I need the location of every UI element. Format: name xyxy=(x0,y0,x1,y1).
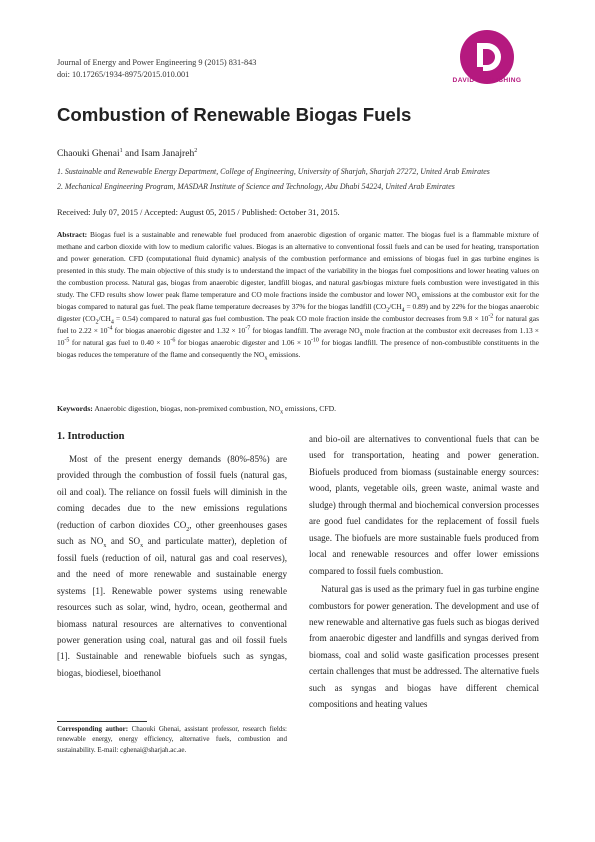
abstract-text: = 0.54) compared to natural gas fuel combustion. The peak CO mole fraction inside the combustor decreases from 9.8 × 10 xyxy=(113,314,489,324)
subscript: x xyxy=(280,409,284,416)
subscript: x xyxy=(140,543,144,550)
author-separator: and xyxy=(122,148,142,159)
subscript: 4 xyxy=(401,307,405,314)
abstract-text: /CH xyxy=(389,302,402,312)
publication-dates: Received: July 07, 2015 / Accepted: August 05, 2015 / Published: October 31, 2015. xyxy=(57,208,340,217)
body-text: Most of the present energy demands (80%-85%) are provided through the combustion of fossil fuels (natural gas, oil and coal). The reliance on fossil fuels will diminish in the coming decades due to the new emissions regulations (reduction of carbon dioxides CO xyxy=(57,454,287,530)
affiliation: 2. Mechanical Engineering Program, MASDAR Institute of Science and Technology, Abu Dhabi 54224, United Arab Emirates xyxy=(57,182,455,191)
subscript: x xyxy=(416,295,420,302)
subscript: x xyxy=(359,331,363,338)
footnote-text: Chaouki Ghenai, assistant professor, research fields: renewable energy, energy efficiency, alternative fuels, combustion and sustainability. E-mail: cghenai@sharjah.ac.ae. xyxy=(57,725,287,754)
author-affiliation-mark: 2 xyxy=(194,147,198,154)
abstract xyxy=(57,229,539,362)
journal-line: Journal of Energy and Power Engineering 9 (2015) 831-843 xyxy=(57,58,257,67)
abstract-text: mole fraction at the combustor exit decreases from 1.13 × 10 xyxy=(57,326,539,348)
abstract-text: emissions. xyxy=(267,350,301,360)
doi-line: doi: 10.17265/1934-8975/2015.010.001 xyxy=(57,69,190,79)
paper-title: Combustion of Renewable Biogas Fuels xyxy=(57,104,412,125)
body-text: , other greenhouses gases such as NO xyxy=(57,519,287,547)
abstract-text: /CH xyxy=(98,314,111,324)
body-text: and particulate matter), depletion of fossil fuels (reduction of oil, natural gas and coal reserves), and the need of more renewable and sustainable energy systems [1]. Renewable power systems using renewable resources such as solar, wind, hydro, ocean, geothermal and biomass natural resources are alternatives to conventional power generation using coal, natural gas and oil fossil fuels [1]. Sustainable and renewable biofuels such as syngas, biogas, biodiesel, bioethanol xyxy=(57,536,287,678)
superscript: -10 xyxy=(310,337,319,344)
subscript: 2 xyxy=(186,526,190,533)
footnote-divider xyxy=(57,721,147,722)
abstract-text: for biogas landfill. The average NO xyxy=(250,326,360,336)
subscript: x xyxy=(103,543,107,550)
author-name: Chaouki Ghenai xyxy=(57,148,120,159)
publisher-name: DAVID PUBLISHING xyxy=(452,77,522,84)
author-name: Isam Janajreh xyxy=(141,148,195,159)
subscript: 2 xyxy=(95,319,99,326)
abstract-text: for biogas landfill. The presence of non-combustible constituents in the biogas reduces the temperature of the flame and consequently the NO xyxy=(57,338,539,360)
footnote-label: Corresponding author: xyxy=(57,725,129,733)
body-paragraph xyxy=(57,451,287,681)
keywords-text: Anaerobic digestion, biogas, non-premixed combustion, NO xyxy=(92,404,281,413)
keywords-text: emissions, CFD. xyxy=(283,404,337,413)
left-column xyxy=(57,451,287,681)
abstract-text: for natural gas fuel to 2.22 × 10 xyxy=(57,314,539,336)
superscript: -4 xyxy=(107,325,113,332)
abstract-text: Biogas fuel is a sustainable and renewable fuel produced from anaerobic digestion of organic matter. The biogas fuel is a flammable mixture of methane and carbon dioxide with low to medium calorific values. Biogas is an alternative to conventional fossil fuels and can be used for heating, transportation and power generation. CFD (computational fluid dynamic) analysis of the combustion performance and emissions of biogas fuel in gas turbine engines is presented in this study. The main objective of this study is to understand the impact of the variability in the biogas fuel compositions and lower heating values on the combustion process. Natural gas, biogas from anaerobic digester, landfill biogas, and natural gas/biogas mixture fuels combustion were investigated in this study. The CFD results show lower peak flame temperature and CO mole fractions inside the combustor and lower NO xyxy=(57,230,539,300)
abstract-text: for biogas anaerobic digester and 1.06 × 10 xyxy=(175,338,311,348)
body-paragraph: and bio-oil are alternatives to conventional fuels that can be used for transportation, heating and power generation. Biofuels produced from biomass (sustainable energy sources: wood, plants, vegetable oils, green waste, animal waste and sludge) through thermal and biochemical conversion processes are good fuel candidates for the replacement of fossil fuels usage. The biofuels are more sustainable fuels produced from local and renewable resources and offer lower emissions compared to fossil fuels combustion. xyxy=(309,434,539,576)
superscript: -6 xyxy=(170,337,176,344)
subscript: 2 xyxy=(386,307,390,314)
author-affiliation-mark: 1 xyxy=(119,147,123,154)
abstract-text: for natural gas fuel to 0.40 × 10 xyxy=(69,338,171,348)
keywords-label: Keywords: xyxy=(57,404,93,413)
abstract-text: for biogas anaerobic digester and 1.32 × 10 xyxy=(112,326,246,336)
keywords xyxy=(57,404,337,416)
superscript: -2 xyxy=(488,313,494,320)
superscript: -7 xyxy=(245,325,251,332)
corresponding-author-footnote xyxy=(57,724,287,755)
right-column xyxy=(309,431,539,713)
affiliation: 1. Sustainable and Renewable Energy Department, College of Engineering, University of Sharjah, Sharjah 27272, United Arab Emirates xyxy=(57,167,490,176)
author-list xyxy=(57,148,197,159)
subscript: 4 xyxy=(110,319,114,326)
section-heading: 1. Introduction xyxy=(57,431,125,442)
abstract-label: Abstract: xyxy=(57,230,88,239)
abstract-text: emissions at the combustor exit for the biogas compared to natural gas fuel. The peak flame temperature decreases by 37% for the biogas landfill (CO xyxy=(57,290,540,312)
abstract-text: = 0.89) and by 22% for the biogas anaerobic digester (CO xyxy=(57,302,539,324)
subscript: x xyxy=(264,355,268,362)
superscript: -5 xyxy=(64,337,70,344)
body-paragraph: Natural gas is used as the primary fuel in gas turbine engine combustors for power generation. The development and use of new renewable and alternative gas fuels such as biogas derived from anaerobic digester and landfills and syngas derived from biomass, coal and solid waste gasification processes present certain challenges that must be addressed. The alternative fuels such as syngas and biogas have different chemical compositions and heating values xyxy=(309,584,539,710)
journal-citation xyxy=(57,57,256,80)
body-text: and SO xyxy=(106,536,141,547)
